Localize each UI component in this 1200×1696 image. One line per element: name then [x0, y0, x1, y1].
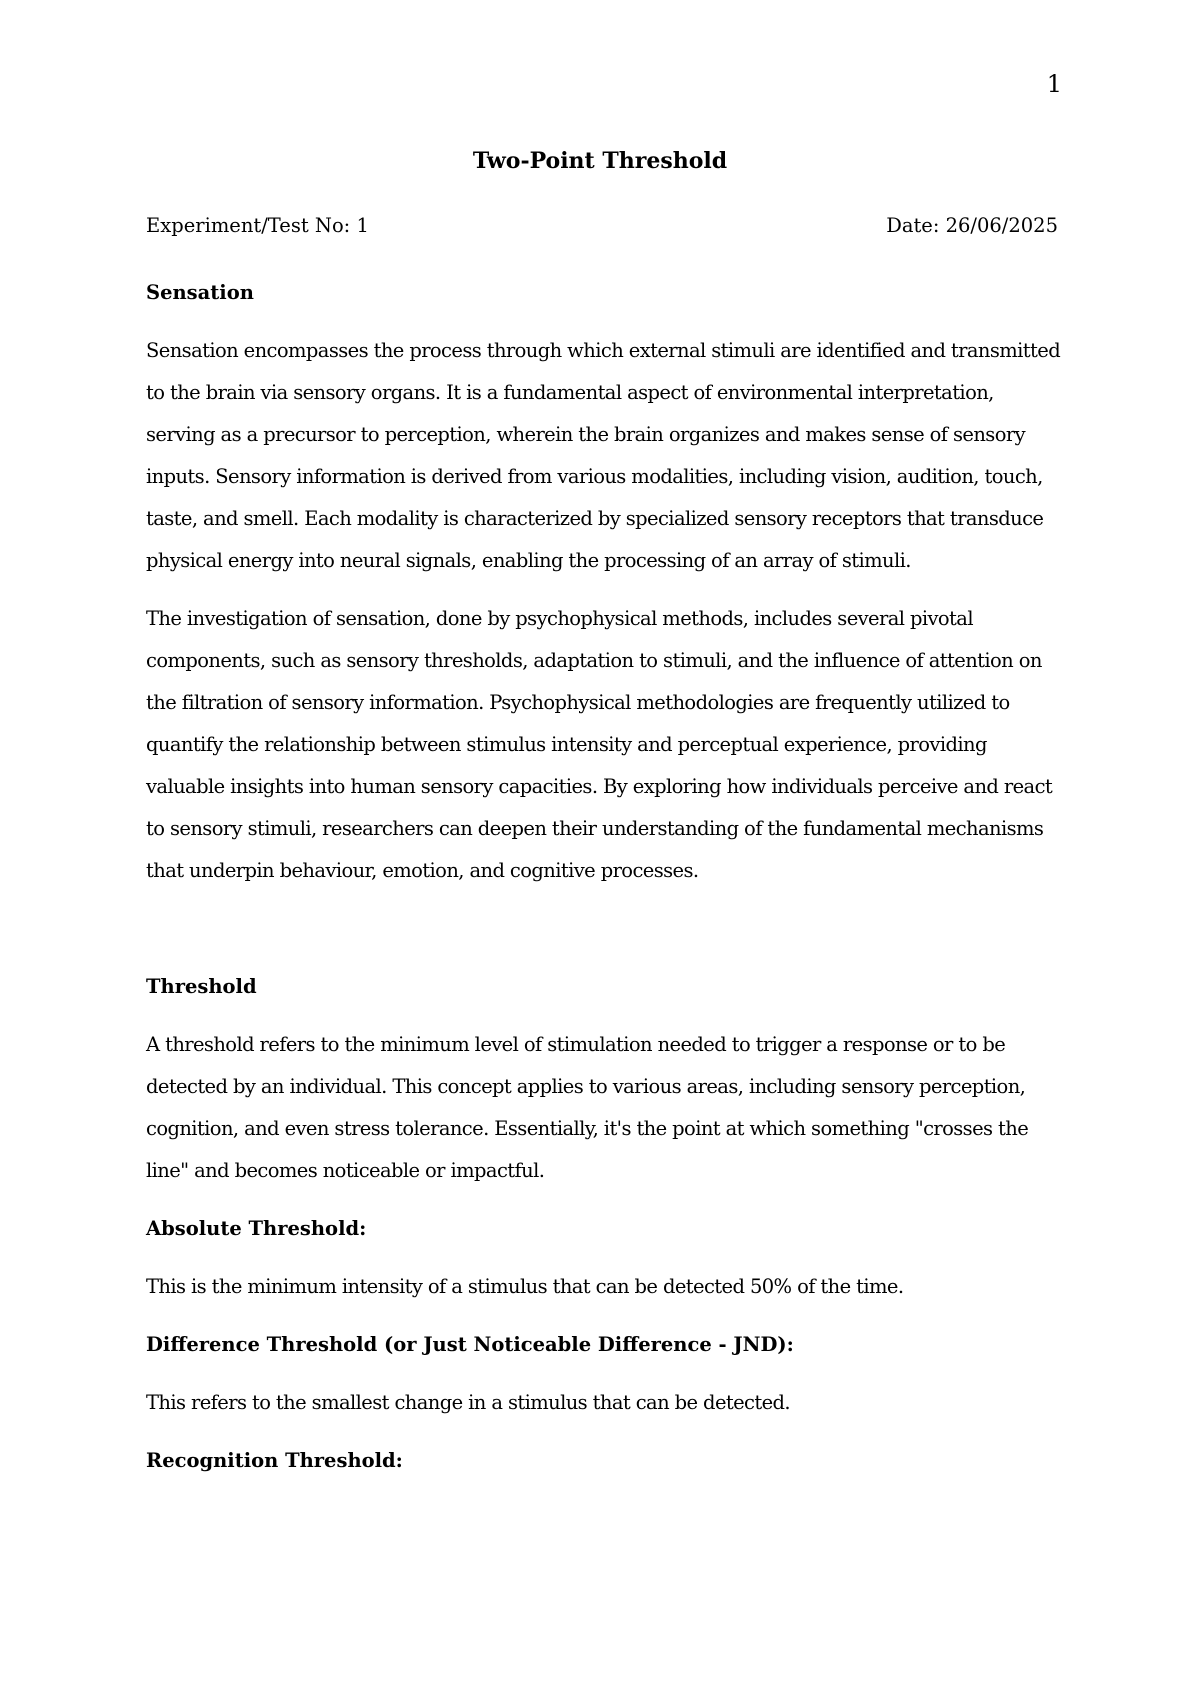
subheading-absolute-threshold: Absolute Threshold:	[146, 1217, 367, 1240]
section-heading-threshold: Threshold	[146, 975, 257, 998]
experiment-number: Experiment/Test No: 1	[146, 214, 369, 237]
section-heading-sensation: Sensation	[146, 281, 254, 304]
page-number: 1	[1046, 70, 1062, 98]
paragraph-sensation-2: The investigation of sensation, done by psychophysical methods, includes several pivotal components, such as sensory thresholds, adaptation to stimuli, and the influence of attention on the filtration of sensory information. Psychophysical methodologies are frequently utilized to quantify the relationship between stimulus intensity and perceptual experience, providing valuable insights into human sensory capacities. By exploring how individuals perceive and react to sensory stimuli, researchers can deepen their understanding of the fundamental mechanisms that underpin behaviour, emotion, and cognitive processes.	[146, 607, 1053, 882]
document-body	[146, 272, 1066, 1498]
paragraph-absolute-threshold: This is the minimum intensity of a stimulus that can be detected 50% of the time.	[146, 1275, 904, 1298]
document-title: Two-Point Threshold	[472, 148, 728, 174]
paragraph-threshold-1: A threshold refers to the minimum level of stimulation needed to trigger a response or to be detected by an individual. This concept applies to various areas, including sensory perception, cognition, and even stress tolerance. Essentially, it's the point at which something "crosses the line" and becomes noticeable or impactful.	[146, 1033, 1029, 1182]
experiment-date: Date: 26/06/2025	[886, 214, 1058, 237]
section-spacer	[146, 908, 1066, 966]
paragraph-difference-threshold: This refers to the smallest change in a stimulus that can be detected.	[146, 1391, 791, 1414]
experiment-meta-row	[146, 214, 1058, 237]
paragraph-sensation-1: Sensation encompasses the process through which external stimuli are identified and transmitted to the brain via sensory organs. It is a fundamental aspect of environmental interpretation, serving as a precursor to perception, wherein the brain organizes and makes sense of sensory inputs. Sensory information is derived from various modalities, including vision, audition, touch, taste, and smell. Each modality is characterized by specialized sensory receptors that transduce physical energy into neural signals, enabling the processing of an array of stimuli.	[146, 339, 1061, 572]
subheading-difference-threshold: Difference Threshold (or Just Noticeable Difference - JND):	[146, 1333, 794, 1356]
subheading-recognition-threshold: Recognition Threshold:	[146, 1449, 403, 1472]
